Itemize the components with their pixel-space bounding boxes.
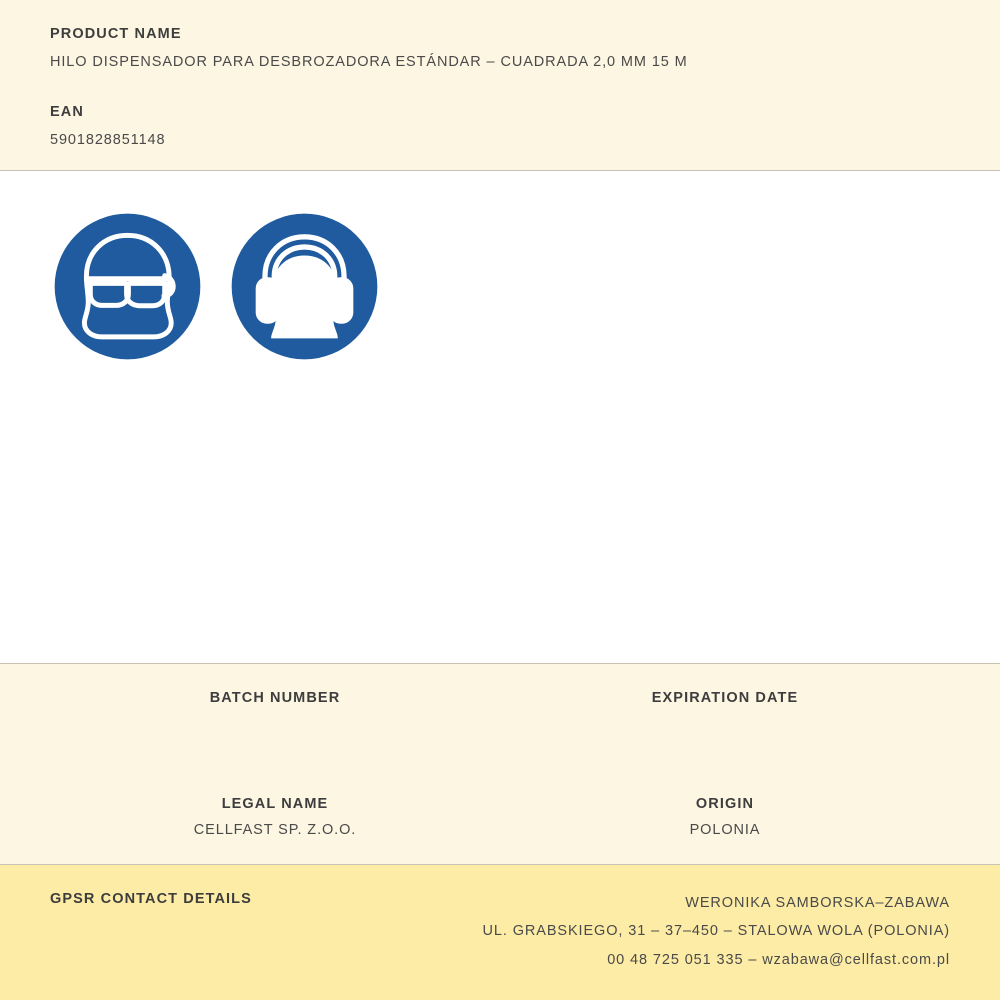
batch-number-label: BATCH NUMBER <box>209 690 341 707</box>
gpsr-contact-person: WERONIKA SAMBORSKA–ZABAWA <box>685 895 950 912</box>
expiration-date-label: EXPIRATION DATE <box>651 690 799 707</box>
ear-protection-icon <box>227 209 382 364</box>
ean-label: EAN <box>50 104 84 120</box>
pictogram-section <box>0 171 1000 663</box>
legal-name-cell <box>50 796 500 840</box>
product-name-value: HILO DISPENSADOR PARA DESBROZADORA ESTÁNDAR – CUADRADA 2,0 MM 15 M <box>50 54 688 70</box>
origin-value: POLONIA <box>689 822 761 839</box>
gpsr-contact-phone-email: 00 48 725 051 335 – wzabawa@cellfast.com.pl <box>607 951 950 968</box>
ean-value: 5901828851148 <box>50 132 166 148</box>
origin-label: ORIGIN <box>695 796 755 813</box>
legal-name-label: LEGAL NAME <box>221 796 329 813</box>
header-spacer <box>50 70 950 104</box>
gpsr-contact-details <box>483 889 950 974</box>
origin-cell <box>500 796 950 840</box>
batch-number-cell <box>50 690 500 734</box>
header-section <box>0 0 1000 171</box>
gpsr-contact-label: GPSR CONTACT DETAILS <box>50 891 252 908</box>
expiration-date-value <box>500 716 950 734</box>
batch-row <box>50 690 950 734</box>
mid-spacer <box>50 734 950 796</box>
legal-name-value: CELLFAST SP. Z.O.O. <box>193 822 357 839</box>
gpsr-contact-address: UL. GRABSKIEGO, 31 – 37–450 – STALOWA WOLA (POLONIA) <box>482 923 950 940</box>
batch-number-value <box>50 716 500 734</box>
gpsr-contact-section <box>0 865 1000 1000</box>
pictogram-row <box>50 209 950 364</box>
batch-legal-section <box>0 663 1000 865</box>
eye-protection-icon <box>50 209 205 364</box>
legal-row <box>50 796 950 840</box>
expiration-date-cell <box>500 690 950 734</box>
product-name-label: PRODUCT NAME <box>50 26 182 42</box>
